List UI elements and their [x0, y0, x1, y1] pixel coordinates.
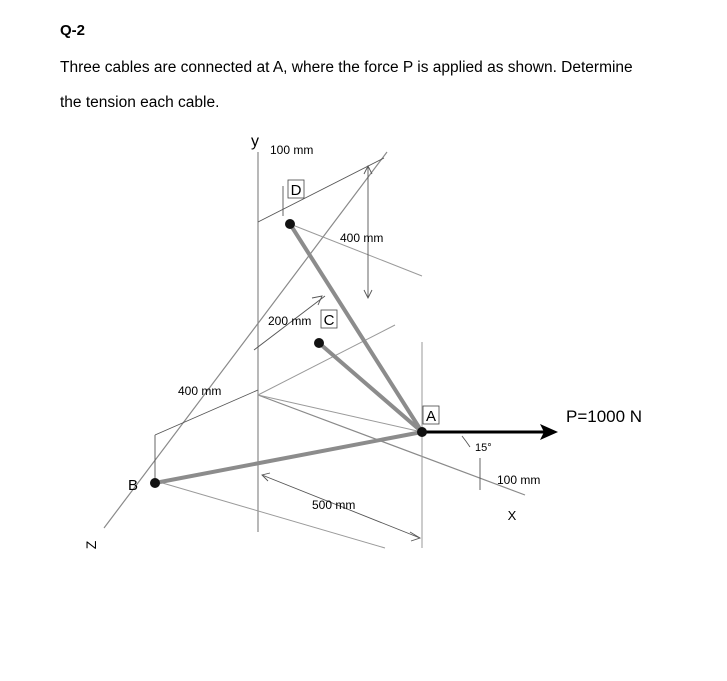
label-c: C	[323, 312, 335, 329]
dim-label-400-vertical: 400 mm	[340, 231, 384, 245]
question-number: Q-2	[60, 22, 86, 39]
node-b	[150, 478, 160, 488]
node-d	[285, 219, 295, 229]
label-a: A	[425, 408, 437, 425]
dim-label-500: 500 mm	[312, 498, 356, 512]
angle-arc-15	[462, 436, 470, 447]
axis-label-z: Z	[83, 540, 99, 550]
question-text-line-1: Three cables are connected at A, where the force P is applied as shown. Determine	[60, 59, 633, 76]
cable-ab	[155, 432, 422, 483]
dim-label-100-right: 100 mm	[497, 473, 541, 487]
construction-line-origin-to-a	[258, 395, 422, 432]
label-d: D	[290, 182, 302, 199]
dim-arrow-200	[312, 296, 322, 305]
dim-line-top	[258, 158, 384, 222]
dim-label-400-left: 400 mm	[178, 384, 222, 398]
angle-label: 15°	[475, 442, 492, 454]
axis-label-x: X	[507, 508, 517, 523]
dim-label-100-top: 100 mm	[270, 143, 314, 157]
force-label: P=1000 N	[566, 407, 643, 426]
dim-arrow-500-right	[410, 532, 420, 541]
label-b: B	[127, 477, 139, 494]
cable-ad	[290, 224, 422, 432]
node-a	[417, 427, 427, 437]
dim-label-200: 200 mm	[268, 314, 312, 328]
construction-line-b-parallel	[159, 482, 385, 548]
cable-ac	[319, 343, 422, 432]
node-c	[314, 338, 324, 348]
axis-label-y: y	[251, 133, 259, 150]
question-text-line-2: the tension each cable.	[60, 94, 220, 111]
z-axis-line	[104, 152, 387, 528]
